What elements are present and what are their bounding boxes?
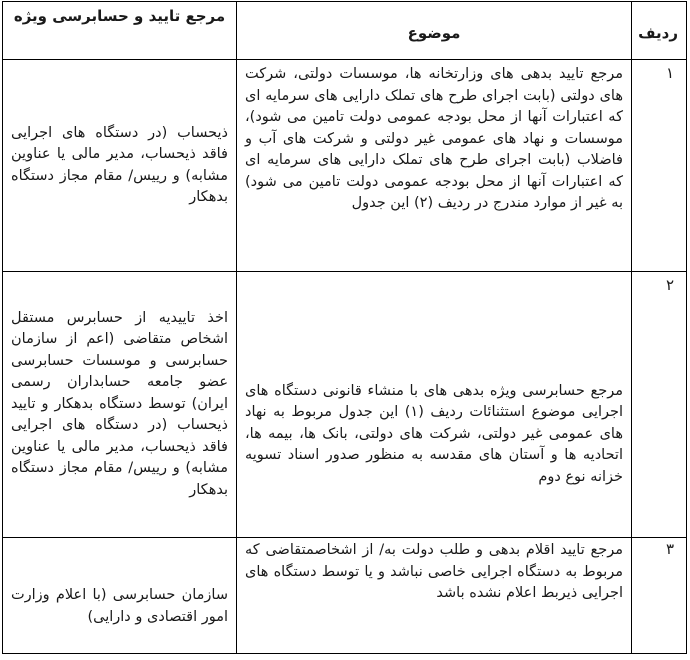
table-row [3,60,687,272]
header-subject-cell [237,2,632,60]
row-subject: مرجع تایید اقلام بدهی و طلب دولت به/ از اشخاصمتقاضی که مربوط به دستگاه اجرایی خاصی نباشد و یا توسط دستگاه های اجرایی ذیربط اعلام نشده باشد [245,542,623,601]
row-num: ۱ [665,64,674,82]
row-num-cell [632,272,687,538]
header-reference-cell [3,2,237,60]
header-reference: مرجع تایید و حسابرسی ویژه [13,7,226,25]
debt-verification-table [2,1,687,654]
row-reference-cell [3,538,237,654]
row-subject: مرجع تایید بدهی های وزارتخانه ها، موسسات دولتی، شرکت های دولتی (بابت اجرای طرح های تملک دارایی های سرمایه ای که اعتبارات آنها از محل بودجه عمومی دولت تامین می شود)، موسسات و نهاد های عمومی غیر دولتی و شرکت های آب و فاضلاب (بابت اجرای طرح های تملک دارایی های سرمایه ای که اعتبارات آنها از محل بودجه عمومی دولت تامین می شود) به غیر از موارد مندرج در ردیف (۲) این جدول [245,66,623,211]
row-subject-cell [237,60,632,272]
table-row [3,272,687,538]
row-reference-cell [3,60,237,272]
row-reference-cell [3,272,237,538]
header-num: ردیف [638,23,678,42]
table-row [3,538,687,654]
row-num: ۳ [665,540,674,558]
header-subject: موضوع [407,23,461,42]
row-reference: اخذ تاییدیه از حسابرس مستقل اشخاص متقاضی (اعم از سازمان حسابرسی و موسسات حسابرسی عضو جامعه حسابداران رسمی ایران) توسط دستگاه بدهکار و تایید ذیحساب (در دستگاه های اجرایی فاقد ذیحساب، مدیر مالی یا عناوین مشابه) و رییس/ مقام مجاز دستگاه بدهکار [11,309,228,498]
header-num-cell [632,2,687,60]
row-subject-cell [237,272,632,538]
row-num: ۲ [665,276,674,294]
row-reference: سازمان حسابرسی (با اعلام وزارت امور اقتصادی و دارایی) [11,587,228,625]
row-subject: مرجع حسابرسی ویژه بدهی های با منشاء قانونی دستگاه های اجرایی موضوع استثنائات ردیف (۱) این جدول مربوط به نهاد های عمومی غیر دولتی، شرکت های دولتی، بانک ها، بیمه ها، اتحادیه ها و آستان های مقدسه به منظور صدور اسناد تسویه خزانه نوع دوم [245,382,624,485]
row-reference: ذیحساب (در دستگاه های اجرایی فاقد ذیحساب، مدیر مالی یا عناوین مشابه) و رییس/ مقام مجاز دستگاه بدهکار [11,124,228,205]
row-subject-cell [237,538,632,654]
row-num-cell [632,538,687,654]
row-num-cell [632,60,687,272]
table-header-row [3,2,687,60]
